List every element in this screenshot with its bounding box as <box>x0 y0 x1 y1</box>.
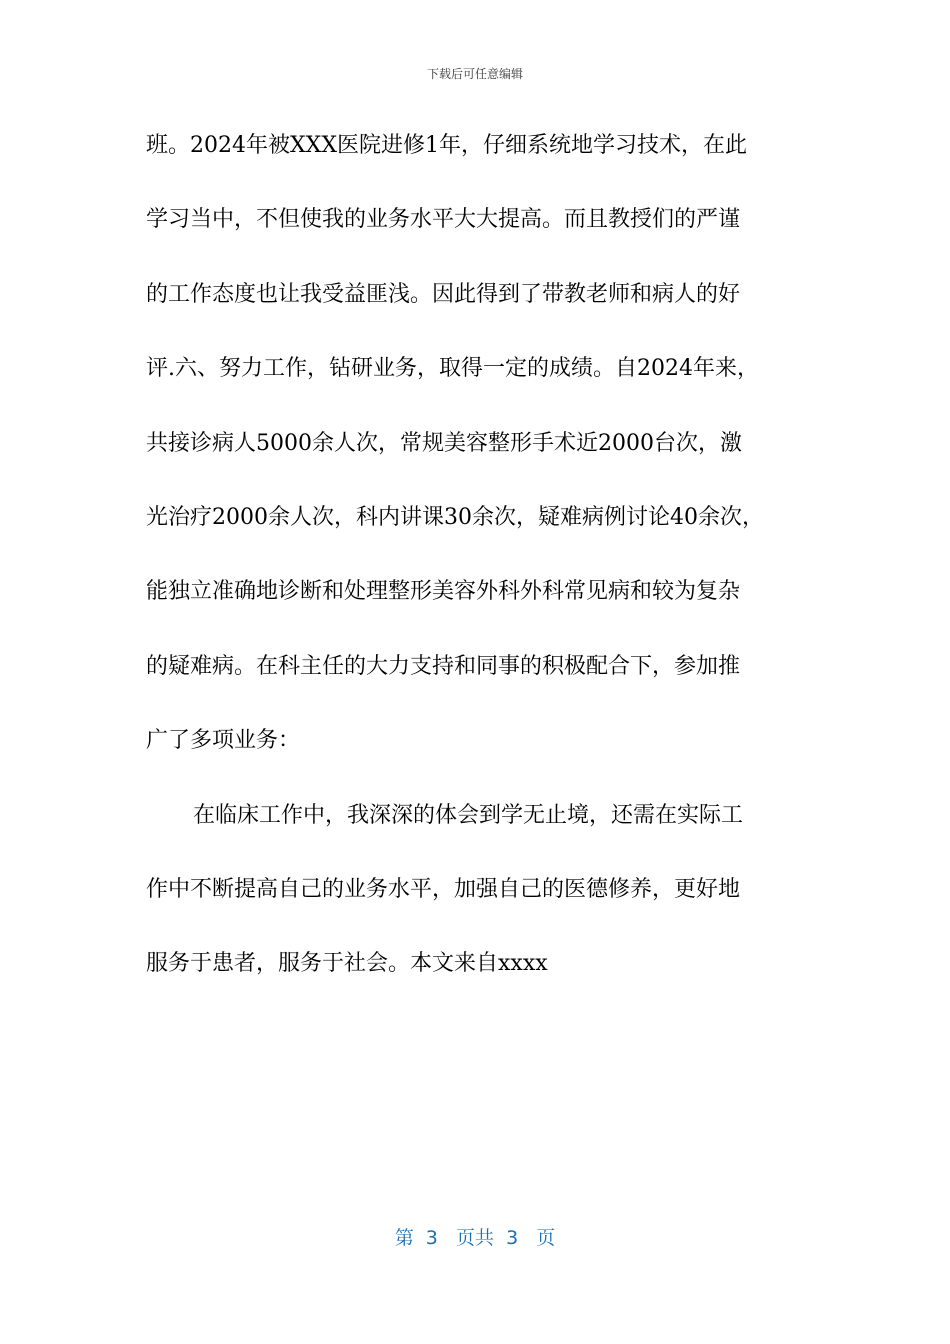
text-line: 广了多项业务： <box>146 728 301 754</box>
page-number-footer: 第 3 页共 3 页 <box>394 1227 556 1249</box>
page-header: 下载后可任意编辑 <box>426 67 523 81</box>
text-line: 能独立准确地诊断和处理整形美容外科外科常见病和较为复杂 <box>146 579 741 605</box>
text-line: 评.六、努力工作，钻研业务，取得一定的成绩。自2024年来， <box>146 356 759 382</box>
document-body <box>146 121 816 1014</box>
paragraph-first-line: 在临床工作中，我深深的体会到学无止境，还需在实际工 <box>193 802 744 828</box>
text-line: 作中不断提高自己的业务水平，加强自己的医德修养，更好地 <box>146 876 741 902</box>
text-line: 的疑难病。在科主任的大力支持和同事的积极配合下，参加推 <box>146 653 741 679</box>
text-line: 的工作态度也让我受益匪浅。因此得到了带教老师和病人的好 <box>146 281 741 307</box>
text-line: 共接诊病人5000余人次，常规美容整形手术近2000台次，激 <box>146 430 742 456</box>
text-line: 班。2024年被XXX医院进修1年，仔细系统地学习技术，在此 <box>146 133 747 158</box>
text-line: 光治疗2000余人次，科内讲课30余次，疑难病例讨论40余次， <box>146 504 764 530</box>
text-line: 学习当中，不但使我的业务水平大大提高。而且教授们的严谨 <box>146 207 741 233</box>
text-line: 服务于患者，服务于社会。本文来自xxxx <box>146 951 548 977</box>
